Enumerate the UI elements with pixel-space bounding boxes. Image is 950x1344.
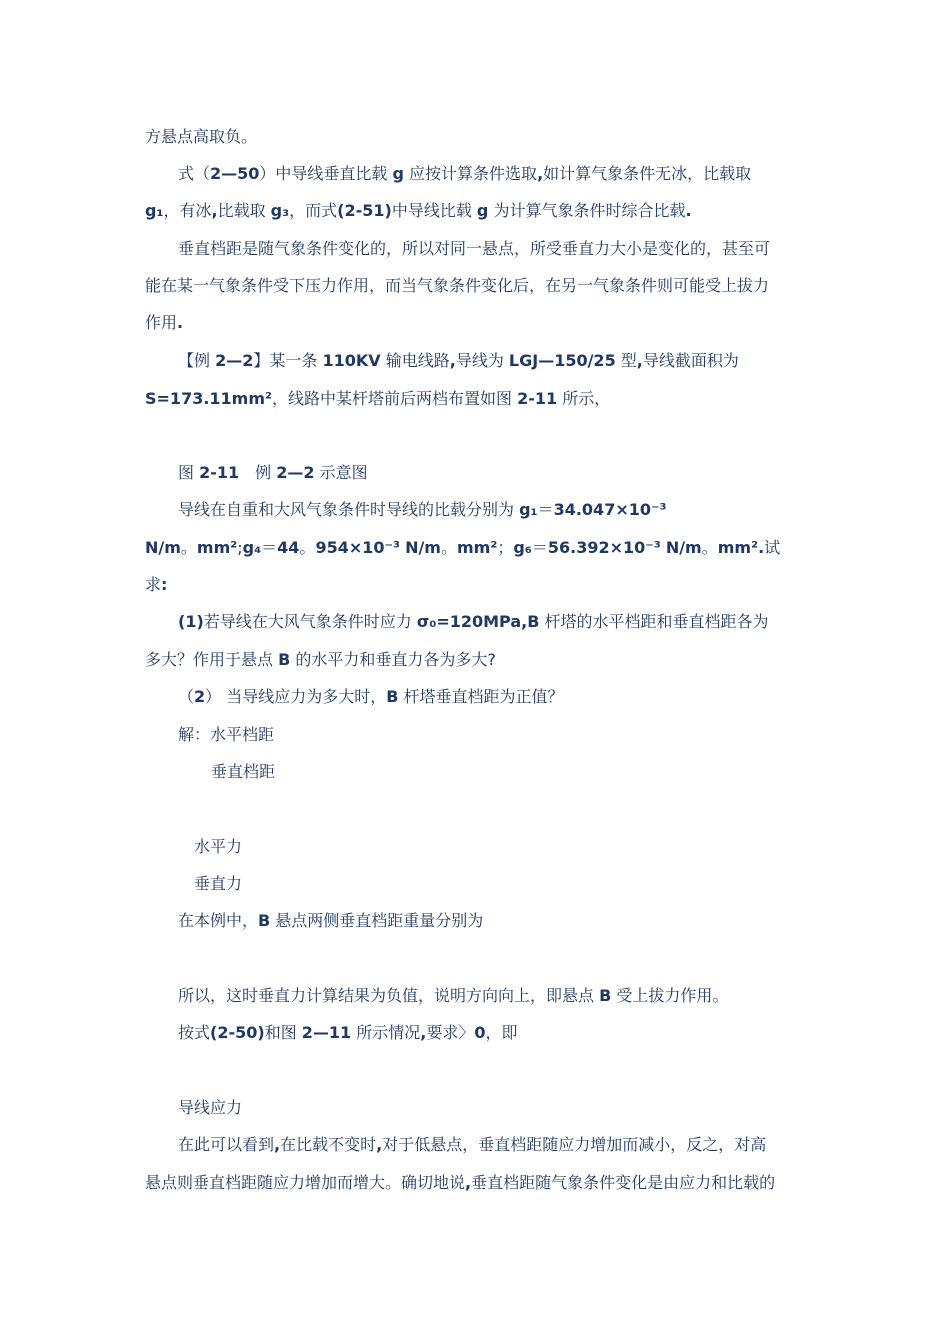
text-line: 导线在自重和大风气象条件时导线的比载分别为 g₁＝34.047×10⁻³: [178, 500, 667, 519]
text-line: N/m。mm²;g₄＝44。954×10⁻³ N/m。mm²；g₆＝56.392×10⁻³ N/m。mm².试: [145, 538, 781, 557]
text-line: 求:: [145, 575, 168, 594]
text-line: 在此可以看到,在比载不变时,对于低悬点，垂直档距随应力增加而减小，反之，对高: [178, 1135, 767, 1154]
text-line: 垂直档距: [211, 762, 276, 781]
text-line: 水平力: [194, 837, 243, 856]
text-line: (1)若导线在大风气象条件时应力 σ₀=120MPa,B 杆塔的水平档距和垂直档距各为: [178, 612, 769, 631]
text-line: 在本例中，B 悬点两侧垂直档距重量分别为: [178, 911, 484, 930]
text-line: 垂直档距是随气象条件变化的，所以对同一悬点，所受垂直力大小是变化的，甚至可: [178, 239, 771, 258]
figure-caption: 图 2-11 例 2—2 示意图: [178, 463, 368, 482]
text-line: 垂直力: [194, 874, 243, 893]
text-line: S=173.11mm²，线路中某杆塔前后两档布置如图 2-11 所示，: [145, 389, 611, 408]
text-line: 方悬点高取负。: [145, 127, 258, 146]
text-line: 所以，这时垂直力计算结果为负值，说明方向向上，即悬点 B 受上拔力作用。: [178, 986, 729, 1005]
text-line: 【例 2—2】某一条 110KV 输电线路,导线为 LGJ—150/25 型,导线截面积为: [178, 351, 739, 370]
text-line: （2） 当导线应力为多大时，B 杆塔垂直档距为正值？: [178, 687, 564, 706]
text-line: 解：水平档距: [178, 725, 275, 744]
text-line: 导线应力: [178, 1098, 243, 1117]
text-line: g₁，有冰,比载取 g₃，而式(2-51)中导线比载 g 为计算气象条件时综合比载.: [145, 201, 692, 220]
text-line: 作用.: [145, 313, 184, 332]
text-line: 悬点则垂直档距随应力增加而增大。确切地说,垂直档距随气象条件变化是由应力和比载的: [145, 1173, 776, 1192]
text-line: 式（2—50）中导线垂直比载 g 应按计算条件选取,如计算气象条件无冰，比载取: [178, 164, 752, 183]
text-line: 按式(2-50)和图 2—11 所示情况,要求〉0，即: [178, 1023, 518, 1042]
text-line: 能在某一气象条件受下压力作用，而当气象条件变化后，在另一气象条件则可能受上拔力: [145, 276, 770, 295]
text-line: 多大？作用于悬点 B 的水平力和垂直力各为多大?: [145, 650, 496, 669]
